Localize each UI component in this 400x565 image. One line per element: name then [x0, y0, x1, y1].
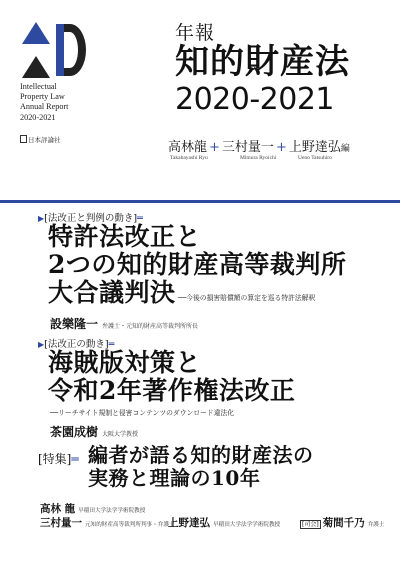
- participant: [300, 511, 384, 530]
- triangle-icon: ▶: [38, 340, 45, 349]
- headline-line: 2つの知的財産高等裁判所: [48, 250, 347, 279]
- feature-tag: [38, 450, 79, 467]
- triangle-icon: ▶: [38, 214, 45, 223]
- moderator-tag: [司会]: [302, 521, 319, 528]
- section-label-text: [法改正と判例の動き]: [44, 213, 138, 224]
- editor-suffix: 編: [340, 144, 350, 154]
- english-title-line: 2020-2021: [20, 112, 56, 122]
- editor-romaji: Takabayashi Ryu: [170, 155, 208, 161]
- bar-decoration: ═: [71, 452, 79, 466]
- author-name: 茶園成樹: [50, 425, 99, 439]
- author: [50, 421, 138, 440]
- title-line-1: 年報: [175, 22, 216, 44]
- author: [50, 313, 198, 332]
- author-affiliation: 大阪大学教授: [102, 431, 139, 438]
- editor-name: 上野達弘: [288, 140, 341, 155]
- bar-decoration: ═: [137, 213, 143, 224]
- participant-name: 高林 龍: [40, 503, 76, 515]
- publisher: [20, 135, 61, 144]
- headline-subtitle: ──今後の損害賠償額の算定を巡る特許法解釈: [178, 294, 316, 302]
- publisher-name: 日本評論社: [28, 136, 61, 144]
- participant: [40, 511, 175, 530]
- editor-romaji: Ueno Tatsuhiro: [298, 155, 332, 161]
- title-line-2: 知的財産法: [175, 42, 350, 82]
- english-title: [20, 82, 68, 123]
- author-name: 設樂隆一: [50, 317, 99, 331]
- english-title-line: Annual Report: [20, 102, 69, 112]
- headline-line: 令和2年著作権法改正: [48, 376, 296, 405]
- feature-headline-line: 実務と理論の10年: [88, 466, 261, 490]
- editor-romaji: Mimura Ryoichi: [240, 155, 277, 161]
- participant-name: 菊間千乃: [322, 517, 365, 529]
- participant-affiliation: 弁護士: [367, 522, 385, 528]
- feature-tag-text: [特集]: [38, 452, 72, 466]
- participant-affiliation: 早稲田大学法学学術院教授: [213, 522, 281, 528]
- participant-affiliation: 元知的財産高等裁判所判事・弁護士: [85, 522, 175, 528]
- feature-headline-line: 編者が語る知的財産法の: [88, 443, 314, 467]
- book-title: [175, 14, 350, 115]
- headline-line: 海賊版対策と: [48, 348, 202, 377]
- bar-decoration: ═: [108, 339, 115, 350]
- participant-name: 三村量一: [40, 517, 82, 529]
- plus-icon: +: [209, 140, 220, 155]
- publisher-mark-icon: [20, 135, 27, 143]
- author-affiliation: 弁護士・元知的財産高等裁判所所長: [102, 323, 199, 330]
- section-label-text: [法改正の動き]: [44, 339, 109, 350]
- plus-icon: +: [275, 140, 287, 155]
- headline-subtitle: ──リーチサイト規制と侵害コンテンツのダウンロード違法化: [50, 409, 235, 417]
- title-line-3: 2020-2021: [175, 82, 335, 117]
- english-title-line: Property Law: [20, 92, 65, 102]
- headline-line: 大合議判決: [48, 278, 176, 307]
- ad-logo-icon: [20, 22, 88, 80]
- editors: [168, 136, 350, 155]
- headline-line: 特許法改正と: [48, 222, 202, 251]
- editor-name: 三村量一: [221, 140, 274, 155]
- cover-top: [0, 0, 400, 203]
- english-title-line: Intellectual: [20, 82, 57, 91]
- participant-name: 上野達弘: [168, 517, 210, 529]
- participant-affiliation: 早稲田大学法学学術院教授: [78, 508, 146, 514]
- editor-name: 高林龍: [168, 140, 208, 155]
- participant: [168, 511, 280, 530]
